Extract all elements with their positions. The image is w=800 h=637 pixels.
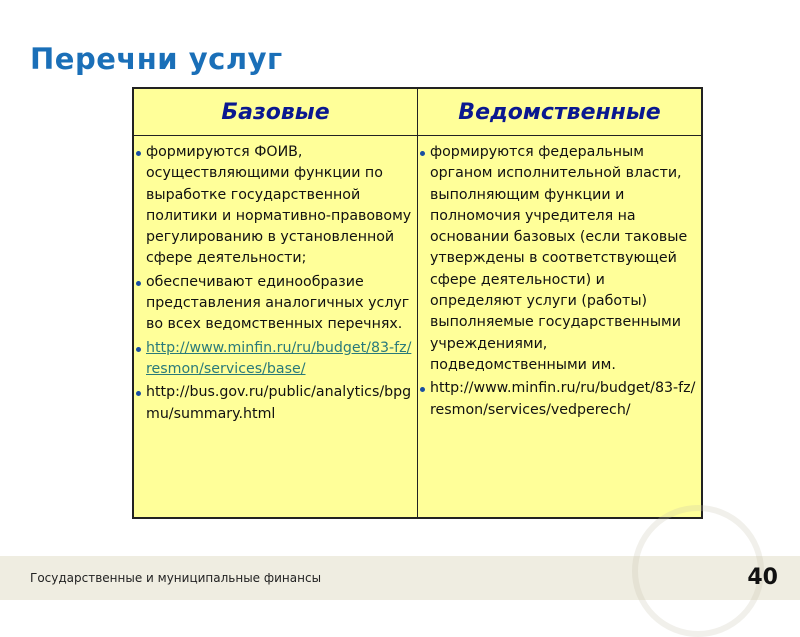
list-item: http://bus.gov.ru/public/analytics/bpgmu/summary.html (136, 382, 413, 425)
footer-text: Государственные и муниципальные финансы (30, 571, 322, 585)
header-departmental: Ведомственные (418, 88, 703, 136)
list-item (136, 338, 413, 381)
list-item: http://www.minfin.ru/ru/budget/83-fz/resmon/services/vedperech/ (420, 378, 697, 421)
basic-cell (133, 136, 418, 519)
header-basic: Базовые (133, 88, 418, 136)
list-item: формируются федеральным органом исполнительной власти, выполняющим функции и полномочия учредителя на основании базовых (если таковые утверждены в соответствующей сфере деятельности) и определяют услуги (работы) выполняемые государственными учреждениями, подведомственными им. (420, 142, 697, 376)
minfin-base-link[interactable]: http://www.minfin.ru/ru/budget/83-fz/resmon/services/base/ (146, 339, 412, 377)
page-number: 40 (747, 565, 778, 590)
list-item: обеспечивают единообразие представления аналогичных услуг во всех ведомственных перечнях. (136, 272, 413, 336)
list-item: формируются ФОИВ, осуществляющими функции по выработке государственной политики и нормативно-правовому регулированию в установленной сфере деятельности; (136, 142, 413, 270)
services-table (132, 87, 703, 519)
university-seal-watermark (632, 505, 764, 637)
departmental-cell (418, 136, 703, 519)
slide-title: Перечни услуг (30, 42, 283, 76)
